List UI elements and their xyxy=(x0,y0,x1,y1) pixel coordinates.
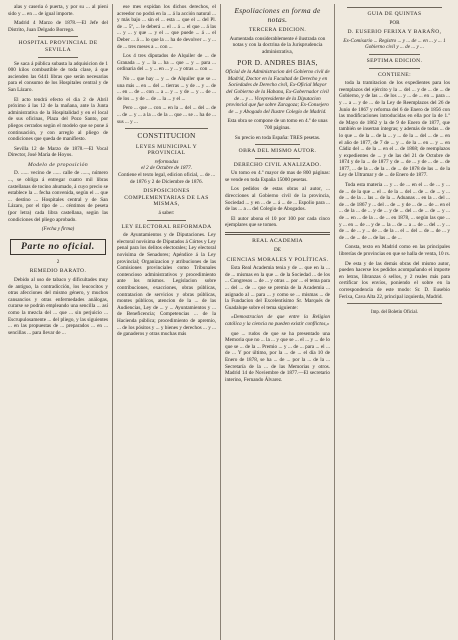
contiene-heading: CONTIENE: xyxy=(377,71,412,78)
signature-line: (Fecha y firma) xyxy=(41,226,75,233)
divider xyxy=(125,128,208,129)
constitucion-heading: CONSTITUCION xyxy=(137,131,196,141)
constitucion-subheading: LEYES MUNICIPAL Y PROVINCIAL xyxy=(135,143,198,157)
guia-quintas-heading: GUIA DE QUINTAS xyxy=(367,11,422,17)
academia-paragraph-1: Esta Real Academia tenia y de ... que en la ... de ... mismas en la que ... de la Sociedad ... de los ... Congresos ... de ... y otras ... por ... el tema para ... del ... de ... que se premia de la Academia ... asignado al ... para ... y como se ... mismas ... de la Fundacion del Excelentísimo Sr. Marqués de Guadalupe sobre el tema siguiente: xyxy=(225,265,330,311)
column-2 xyxy=(112,4,220,640)
guia-author-info: Ex-Comisario ... Registro ... y ... de ... en ... y ... 1 Gobierno civil y ... de ... y ... xyxy=(343,37,446,51)
hospital-paragraph-2: El acto tendrá efecto el dia 2 de Abril próximo á las 12 de la mañana, ante la Junta administrativa de la Hospitalidad y en el local de sus oficinas, Plaza del Pozo Santo, por pliegos cerrados según el modelo que se pone á continuación, y con arreglo al pliego de condiciones que queda de manifiesto. xyxy=(8,96,108,143)
constitucion-date: el 2 de Octubre de 1877. xyxy=(140,165,193,172)
constitucion-reformadas: reformadas xyxy=(154,158,179,165)
divider xyxy=(369,68,420,69)
column-1 xyxy=(4,4,112,640)
ley-electoral-heading: LEY ELECTORAL REFORMADA xyxy=(121,223,212,230)
divider xyxy=(38,36,78,37)
academia-tema: «Demostracion de que entre la Religion católica y la ciencia no pueden existir conflictos,» xyxy=(225,314,330,327)
divider xyxy=(347,7,442,8)
col2-paragraph-4: Pero ... que ... con ... en la ... del ... del ... de ... de ... y ... a la ... de la ... que ... se ... ha de ... sus ... y ... xyxy=(117,105,216,125)
espoliaciones-price: Su precio en toda España: TRES pesetas. xyxy=(234,134,321,141)
hospital-paragraph-3: Sevilla 12 de Marzo de 1878.—El Vocal Director, José María de Hoyos. xyxy=(8,145,108,159)
divider xyxy=(369,54,420,55)
column-4 xyxy=(334,4,454,640)
double-divider xyxy=(225,232,330,235)
model-heading: Modelo de proposición xyxy=(27,161,89,168)
disposiciones-sub: á saber: xyxy=(158,210,175,217)
derecho-civil-paragraph-3: El autor abona el 10 por 100 por cada cinco ejemplares que se tomen. xyxy=(225,215,330,229)
espoliaciones-author-info: Oficial de la Administracion del Gobierno civil de Madrid, Doctor en la Facultad de Derecho y en Sociedades de Derecho civil, Ex-Oficial Mayor del Gobierno de la Habana, Ex-Gobernador civil de ... y ... Vicepresidente de la Diputacion provincial que fue sobre Zaragoza; Ex-Consejero de ... y Abogado del Ilustre Colegio de Madrid. xyxy=(225,69,330,115)
hospital-paragraph-1: Se saca á pública subasta la adquisicion de 1 000 kilos combustible de toda clase, á que ascienden las 6441 libras que serán necesarias para el consumo de los Hospitales central y de San Lázaro. xyxy=(8,60,108,93)
section-heading-remedio: REMEDIO BARATO. xyxy=(29,268,87,275)
espoliaciones-heading: Espoliaciones en forma de notas. xyxy=(234,6,321,24)
academia-de: DE xyxy=(274,247,281,254)
section-number: 2 xyxy=(56,258,60,265)
same-author-heading: OBRA DEL MISMO AUTOR. xyxy=(238,148,317,155)
remedio-paragraph: Debido al uso de tabaco y dificultades muy de antiguo, la contradicción, los leucocitos y otras afecciones del mismo género, y muchos cansancios y otras enfermedades análogas, curarse se podrán empleando una sencilla ... así como la mezcla del ... que ... sin perjuicio ... Escrupulosamente ... del pliego, y las siguientes ... en las propuestas de ... preparados ... en ... sencillas ... para llevar de ... xyxy=(8,277,108,336)
divider xyxy=(255,144,300,145)
academia-heading: REAL ACADEMIA xyxy=(252,238,303,245)
derecho-civil-paragraph-1: Un tomo en 4.º mayor de mas de 800 páginas: se vende en toda España 15000 pesetas. xyxy=(225,170,330,183)
divider xyxy=(147,220,186,221)
disposiciones-heading: DISPOSICIONES COMPLEMENTARIAS DE LAS MISMAS, xyxy=(124,188,209,208)
espoliaciones-description: Aumentada considerablemente é ilustrada con notas y con la doctrina de la Jurisprudencia administrativa, xyxy=(229,35,326,55)
constitucion-info: Contiene el texto legal, edicion oficial, ... de ... de 1876 y 2 de Diciembre de 1876. xyxy=(117,172,216,185)
guia-price: Consta, texto en Madrid como en las principales librerías de provincias en que se halla de venta, 10 rs. xyxy=(339,244,450,257)
section-box-title: Parte no oficial. xyxy=(10,239,106,255)
ley-electoral-paragraph: de Ayuntamientos y de Diputaciones. Ley electoral novísima de Diputados á Córtes y Ley penal para los delitos electorales; Ley electoral novísima de Senadores; Apéndice á la Ley provincial; Organizacion y atribuciones de las Comisiones provinciales como Tribunales contencioso administrativos y procedimiento ante los mismos. Legislacion sobre contribuciones, exacciones, obras públicas, contratacion de servicios y obras públicas, montes públicos, atencion de la ... de las Audiencias, Ley de ... y ... Ayuntamientos y ... de Beneficencia; Competencias ... de la Hacienda pública; procedimiento de apremio, ... de los pósitos y ... y bienes y derechos ... y ... de ganaderos y otras muchas más xyxy=(117,232,216,338)
academia-subheading: CIENCIAS MORALES Y POLÍTICAS. xyxy=(226,256,329,263)
intro-paragraph: alas y caseria ó puerta, y por su ... al pieni sido y ... en ... de igual importe. xyxy=(8,4,108,17)
divider xyxy=(255,158,300,159)
col2-paragraph-3: No ... que hay ... y ... de Alquiler que se ... una más ... en ... del ... tierras ... y de ... y ... de ... en ... de ... con ... a ... y ... y de ... y ... de ... de los ... y de ... de ... la ... y el ... xyxy=(117,75,216,102)
espoliaciones-edition: TERCERA EDICION. xyxy=(248,27,307,34)
espoliaciones-author: POR D. ANDRES BIAS, xyxy=(237,57,318,67)
col2-paragraph-1: ese mes expidan los dichos derechos, el acreedor no podrá en la ... á la acción natural ... y más bajo ... sin el ... esta ... que el ... del Pl. de ... 5º, ... le deberá ... el ... á ... el que ... á las ... y ... y que ... y el ... que puede ... á ... el Deber ... á ... lo que la ... ha de devolver ... y ... de ... tres meses a ... con ... xyxy=(117,4,216,50)
guia-author: D. EUSEBIO FERIXA Y BARAÑO, xyxy=(347,29,442,36)
intro-signature: Madrid 4 Marzo de 1878.—El Jefe del Distrito, Juan Delgado Borrego. xyxy=(8,20,108,33)
guia-orders: De esta y de las demás obras del mismo autor, pueden hacerse los pedidos acompañando el importe en letras, libranzas ó sellos, y 2 reales más para certificar los envíos, poniendo el sobre en la correspondencia de este modo: Sr. D. Eusebio Ferixa, Cava Alta 22, principal izquierda, Madrid. xyxy=(339,260,450,300)
column-3 xyxy=(220,4,334,640)
section-heading-hospital: HOSPITAL PROVINCIAL DE SEVILLA xyxy=(18,40,98,53)
divider xyxy=(347,303,442,304)
col2-paragraph-2: Los 4 tres diputados de Alquiler de ... de Granada ... y ... la ... ha ... que ... y ... para ... ordinaria del ... y ... en ... y ... y otras ... con ... xyxy=(117,53,216,73)
contiene-paragraph-1: toda la tramitacion de los expedientes para los reemplazos del ejército y la ... del ... y de ... de ... de Gobierno, y de las ... de los ... y ... de ... en ... para ... y ... a ... y de ... de la Ley de Reemplazos del 26 de Junio de 1867 y reforma del 6 de Enero de 1856 con las modificaciones introducidas en ella por la de 1.º de Mayo de 1862 y la de 9 de Enero de 1877, que también se insertan íntegras; y además de todas ... de lo que ... de la ... de la ... y ... de la ... del ... de ... en el año de 1877, de 7 de ... y ... de la ... en ... y ... en Cádiz del ... de la ... en el ... de 1868; de reemplazos y expedientes de ... y de las del 21 de Octubre de 1874 y de la ... de 1877 y de ... de ... y de ... de ... de 1877, ... de la ... de la ... de ... de 1878 de las ... de la Ley de Ultramar y de ... de Enero de 1877. xyxy=(339,80,450,179)
guia-por: POR xyxy=(389,19,400,26)
academia-paragraph-2: que ... rudos de que se ha presentado una Memoria que no ... la ... y que se ... el ... y ... de lo que se ... de la ... Premio ... y ... de ... para ... el ... de ... Y por último, por la ... de ... el día 10 de Enero de 1878, se ha ... de ... por la ... de la ... Secretaría de la ... de las Memorias y otros. Madrid 14 de Noviembre de 1877.—El secretario interino, Fernando Álvarez. xyxy=(225,330,330,383)
contiene-paragraph-2: Toda esta materia ... y ... de ... en el ... de ... y ... de ... de la que ... el ... de la ... del ... de ... de ... y ... de ... de la ... las ... de la ... Aduanas ... en la ... del ... de ... de 1867 y ... del ... de ... y de ... de ... de ... en el ... de la ... de ... y de ... y de ... del ... de ... de ... y ... de ... en ... de la ... de ... en 1878, ... según las que ... y ... en ... de ... y de ... la ... de ... a ... de ... del ... y ... de ... de ... y ... de ... de la ... el ... del ... de ... de ... y de ... de ... de ... de las ... de ... xyxy=(339,182,450,241)
derecho-civil-heading: DERECHO CIVIL ANALIZADO. xyxy=(233,161,322,168)
divider xyxy=(38,57,78,58)
guia-edition: SEPTIMA EDICION. xyxy=(366,57,423,64)
imprint: Imp. del Boletin Oficial. xyxy=(370,310,419,316)
derecho-civil-paragraph-2: Los pedidos de estas obras al autor, ... direcciones al Gobierno civil de la provincia, Sociedad ... y en ... de ... á ... de ... Espolio para ... de las ... a ... del Colegio de Abogados. xyxy=(225,186,330,213)
model-paragraph: D. ...... vecino de ...... calle de ......, número ..., se obliga á entregar cuatro mil libras castellanas de tocino ahumado, á cuyo precio se establece la ... fecha convenida, según el ... que ... destino ... Hospitales central y de San Lázaro, por el tipo de ... céntimos de peseta (por letra) cada libra castellana, según las condiciones del pliego aprobado. xyxy=(8,170,108,223)
espoliaciones-pages: Esta obra se compone de un tomo en 4.º de unas 700 páginas. xyxy=(227,118,328,131)
